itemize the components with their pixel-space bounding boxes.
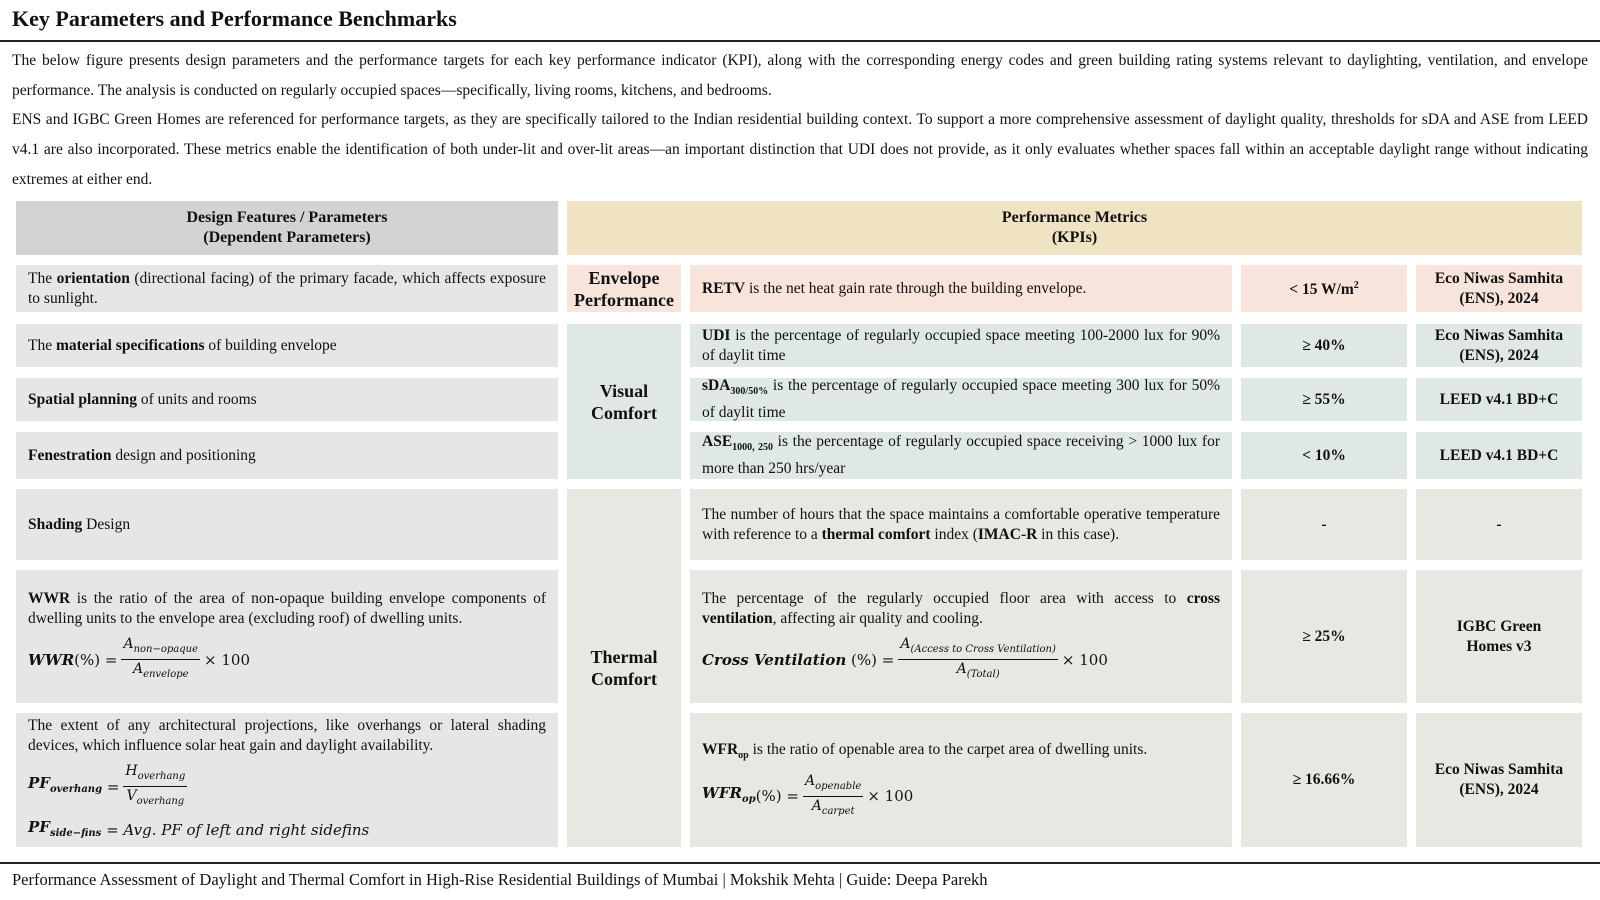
imac-mid: index ( bbox=[930, 525, 978, 543]
retv-bold: RETV bbox=[702, 279, 746, 297]
cross-num-sub: (Access to Cross Ventilation) bbox=[910, 644, 1056, 655]
wfr-den: A bbox=[811, 797, 822, 814]
kpi-retv-target bbox=[1241, 265, 1407, 312]
category-visual-comfort bbox=[567, 324, 681, 479]
param-orientation bbox=[16, 265, 558, 312]
sda-bold-sub: 300/50% bbox=[730, 386, 769, 398]
footer-rule bbox=[0, 862, 1600, 864]
pf1-sub: overhang bbox=[49, 784, 103, 795]
spatial-bold: Spatial planning bbox=[28, 390, 137, 408]
cross-pre: The percentage of the regularly occupied floor area with access to bbox=[702, 590, 1187, 608]
kpi-thermal-hours-target: - bbox=[1241, 489, 1407, 560]
kpi-sda-target: ≥ 55% bbox=[1241, 378, 1407, 421]
ase-bold-sub: 1000, 250 bbox=[732, 442, 773, 454]
kpi-wfr-description bbox=[690, 713, 1232, 847]
param-spatial-planning bbox=[16, 378, 558, 421]
cross-times: × 100 bbox=[1061, 650, 1108, 669]
orientation-pre: The bbox=[28, 269, 57, 287]
kpi-cross-ventilation-target: ≥ 25% bbox=[1241, 570, 1407, 703]
pf1-lhs: PF bbox=[28, 774, 50, 792]
wfr-formula-lhs: WFR bbox=[702, 783, 742, 802]
kpi-cross-ventilation-code bbox=[1416, 570, 1582, 703]
param-material bbox=[16, 324, 558, 367]
pf1-eq: = bbox=[106, 777, 120, 796]
pf2-rhs: = Avg. PF of left and right sidefins bbox=[106, 821, 370, 840]
category-envelope-line1: Envelope bbox=[588, 267, 660, 288]
cross-ventilation-formula bbox=[702, 635, 1220, 684]
perf-header-line2: (KPIs) bbox=[1051, 229, 1098, 246]
category-thermal-line2: Comfort bbox=[591, 669, 657, 689]
kpi-ase-description bbox=[690, 432, 1232, 479]
material-post: of building envelope bbox=[204, 336, 337, 354]
sda-post: is the percentage of regularly occupied space meeting 300 lux for 50% of daylit time bbox=[702, 377, 1220, 421]
udi-post: is the percentage of regularly occupied space meeting 100-2000 lux for 90% of daylit time bbox=[702, 326, 1220, 364]
ase-post: is the percentage of regularly occupied space receiving > 1000 lux for more than 250 hrs/year bbox=[702, 433, 1221, 477]
kpi-cross-ventilation-description bbox=[690, 570, 1232, 703]
wfr-bold-sub: op bbox=[738, 749, 749, 761]
pf1-num: H bbox=[125, 763, 138, 780]
kpi-retv-description bbox=[690, 265, 1232, 312]
pf1-den-sub: overhang bbox=[136, 795, 185, 807]
pf-overhang-formula bbox=[28, 762, 546, 811]
page-title: Key Parameters and Performance Benchmarks bbox=[12, 6, 457, 31]
fenestration-post: design and positioning bbox=[111, 446, 256, 464]
udi-code-line1: Eco Niwas Samhita bbox=[1434, 326, 1564, 344]
pf-sidefins-formula bbox=[28, 817, 546, 844]
cross-formula-lhs: Cross Ventilation bbox=[702, 650, 847, 669]
category-thermal-comfort bbox=[567, 489, 681, 847]
cross-code-line1: IGBC Green bbox=[1456, 617, 1542, 635]
footer-credits: Performance Assessment of Daylight and Thermal Comfort in High-Rise Residential Buildings of Mumbai | Mokshik Mehta | Guide: Deepa Parekh bbox=[12, 870, 988, 889]
cross-num: A bbox=[900, 636, 911, 653]
category-visual-line1: Visual bbox=[599, 380, 649, 401]
intro-paragraph-2: ENS and IGBC Green Homes are referenced for performance targets, as they are specifically tailored to the Indian residential building context. To support a more comprehensive assessment of daylight quality, thresholds for sDA and ASE from LEED v4.1 are also incorporated. These metrics enable the identification of both under-lit and over-lit areas—an important distinction that UDI does not provide, as it only evaluates whether spaces fall within an acceptable daylight range without indicating extremes at either end. bbox=[12, 111, 1588, 188]
wwr-den-sub: envelope bbox=[143, 668, 189, 680]
cross-code-line2: Homes v3 bbox=[1466, 637, 1532, 655]
udi-code-line2: (ENS), 2024 bbox=[1459, 346, 1539, 364]
wwr-fraction bbox=[121, 635, 200, 684]
imac-bold-imacr: IMAC-R bbox=[977, 525, 1038, 543]
spatial-post: of units and rooms bbox=[136, 390, 257, 408]
kpi-sda-code: LEED v4.1 BD+C bbox=[1416, 378, 1582, 421]
wwr-formula-lhs: WWR bbox=[28, 650, 75, 669]
orientation-bold: orientation bbox=[56, 269, 130, 287]
retv-target-sup: 2 bbox=[1353, 280, 1359, 292]
wfr-formula-lhs-sub: op bbox=[741, 793, 756, 805]
wwr-den: A bbox=[132, 661, 144, 677]
cross-post: , affecting air quality and cooling. bbox=[772, 610, 983, 628]
kpi-ase-code: LEED v4.1 BD+C bbox=[1416, 432, 1582, 479]
retv-code-line1: Eco Niwas Samhita bbox=[1434, 269, 1564, 287]
kpi-udi-code bbox=[1416, 324, 1582, 367]
wfr-bold: WFR bbox=[702, 740, 739, 758]
category-visual-line2: Comfort bbox=[591, 402, 657, 423]
category-envelope-line2: Performance bbox=[574, 289, 674, 310]
pf2-sub: side−fins bbox=[49, 827, 102, 839]
intro-paragraph-1: The below figure presents design parameters and the performance targets for each key performance indicator (KPI), along with the corresponding energy codes and green building rating systems relevant to daylighting, ventilation, and envelope performance. The analysis is conducted on regularly occupied spaces—specifically, living rooms, kitchens, and bedrooms. bbox=[12, 52, 1588, 99]
wwr-post: is the ratio of the area of non-opaque building envelope components of dwelling units to the envelope area (excluding roof) of dwelling units. bbox=[28, 590, 546, 628]
param-fenestration bbox=[16, 432, 558, 479]
wfr-den-sub: carpet bbox=[821, 805, 855, 817]
wfr-num-sub: openable bbox=[815, 780, 862, 792]
projection-text: The extent of any architectural projections, like overhangs or lateral shading devices, which influence solar heat gain and daylight availability. bbox=[28, 717, 546, 755]
imac-bold-thermal: thermal comfort bbox=[821, 525, 931, 543]
kpi-sda-description bbox=[690, 378, 1232, 421]
material-bold: material specifications bbox=[55, 336, 205, 354]
wwr-formula-unit: (%) = bbox=[74, 650, 118, 669]
wfr-formula bbox=[702, 772, 1220, 821]
imac-pre: The number of hours that the space maintains a comfortable operative temperature with reference to a bbox=[702, 505, 1220, 543]
cross-formula-unit: (%) = bbox=[851, 650, 895, 669]
pf-fraction bbox=[123, 762, 187, 811]
wfr-num: A bbox=[804, 772, 816, 789]
param-projection-factor bbox=[16, 713, 558, 847]
kpi-udi-target: ≥ 40% bbox=[1241, 324, 1407, 367]
retv-post: is the net heat gain rate through the building envelope. bbox=[745, 279, 1087, 297]
cross-fraction bbox=[898, 635, 1058, 684]
cross-den: A bbox=[956, 661, 967, 677]
sda-bold: sDA bbox=[702, 377, 731, 395]
title-rule bbox=[0, 40, 1600, 42]
param-shading bbox=[16, 489, 558, 560]
shading-bold: Shading bbox=[28, 515, 83, 533]
imac-post: in this case). bbox=[1037, 525, 1120, 543]
category-envelope-performance bbox=[567, 265, 681, 312]
shading-post: Design bbox=[82, 515, 131, 533]
retv-target: < 15 W/m bbox=[1289, 281, 1354, 299]
pf1-den: V bbox=[126, 788, 137, 804]
wwr-bold: WWR bbox=[28, 590, 71, 608]
perf-header-line1: Performance Metrics bbox=[1001, 209, 1148, 226]
orientation-post: (directional facing) of the primary facade, which affects exposure to sunlight. bbox=[28, 269, 546, 307]
pf2-lhs: PF bbox=[28, 817, 50, 836]
kpi-thermal-hours-description bbox=[690, 489, 1232, 560]
retv-code-line2: (ENS), 2024 bbox=[1459, 289, 1539, 307]
cross-den-sub: (Total) bbox=[966, 668, 1000, 680]
wfr-fraction bbox=[803, 772, 863, 821]
wfr-times: × 100 bbox=[867, 787, 914, 806]
pf1-num-sub: overhang bbox=[137, 771, 186, 782]
wwr-num-sub: non−opaque bbox=[133, 644, 199, 655]
design-header-line1: Design Features / Parameters bbox=[186, 209, 388, 226]
kpi-wfr-target: ≥ 16.66% bbox=[1241, 713, 1407, 847]
fenestration-bold: Fenestration bbox=[28, 446, 112, 464]
kpi-thermal-hours-code: - bbox=[1416, 489, 1582, 560]
udi-bold: UDI bbox=[702, 326, 731, 344]
kpi-ase-target: < 10% bbox=[1241, 432, 1407, 479]
wwr-num: A bbox=[123, 636, 134, 653]
kpi-retv-code bbox=[1416, 265, 1582, 312]
design-parameters-header bbox=[16, 201, 558, 255]
kpi-wfr-code bbox=[1416, 713, 1582, 847]
kpi-udi-description bbox=[690, 324, 1232, 367]
wwr-formula bbox=[28, 635, 546, 684]
cross-bold: cross ventilation bbox=[702, 590, 1220, 628]
param-wwr bbox=[16, 570, 558, 703]
category-thermal-line1: Thermal bbox=[590, 647, 658, 667]
design-header-line2: (Dependent Parameters) bbox=[203, 229, 371, 246]
wfr-formula-unit: (%) = bbox=[755, 787, 799, 806]
wfr-post: is the ratio of openable area to the carpet area of dwelling units. bbox=[748, 740, 1148, 758]
wfr-code-line1: Eco Niwas Samhita bbox=[1434, 761, 1564, 778]
material-pre: The bbox=[28, 336, 56, 354]
ase-bold: ASE bbox=[702, 433, 733, 451]
wwr-times: × 100 bbox=[204, 650, 250, 669]
performance-metrics-header bbox=[567, 201, 1582, 255]
wfr-code-line2: (ENS), 2024 bbox=[1459, 781, 1539, 798]
